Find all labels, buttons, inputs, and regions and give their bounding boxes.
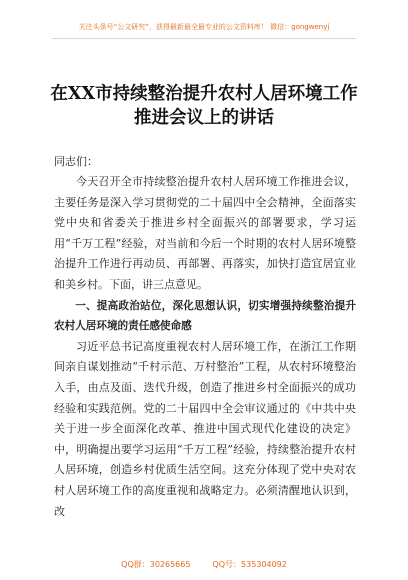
title-line-2: 推进会议上的讲话 xyxy=(134,108,274,128)
footer-qq: QQ号：535304092 xyxy=(212,560,287,569)
header-note: 关注头条号“公文研究”，获得最新最全最专业的公文资料库！ 微信：gongwenyj xyxy=(78,23,330,31)
footer-qq-group: QQ群：30265665 xyxy=(121,560,191,569)
title-line-1: 在XX市持续整治提升农村人居环境工作 xyxy=(50,84,358,104)
header-divider xyxy=(52,38,356,39)
body-text xyxy=(54,172,356,522)
paragraph-intro: 今天召开全市持续整治提升农村人居环境工作推进会议，主要任务是深入学习贯彻党的二十届四中全会精神，全面落实党中央和省委关于推进乡村全面振兴的部署要求，学习运用“千万工程”经验，对当前和今后一个时期的农村人居环境整治提升工作进行再动员、再部署、再落实，加快打造宜居宜业和美乡村。下面，讲三点意见。 xyxy=(54,175,356,291)
document-title xyxy=(0,82,408,130)
footer-note xyxy=(0,559,408,570)
section-heading-1: 一、提高政治站位，深化思想认识，切实增强持续整治提升农村人居环境的责任感使命感 xyxy=(54,299,356,333)
paragraph-section-1: 习近平总书记高度重视农村人居环境工作，在浙江工作期间亲自谋划推动“千村示范、万村整治”工程，从农村环境整治入手，由点及面、迭代升级，创造了推进乡村全面振兴的成功经验和实践范例。党的二十届四中全会审议通过的《中共中央关于进一步全面深化改革、推进中国式现代化建设的决定》中，明确提出要学习运用“千万工程”经验，持续整治提升农村人居环境，创造乡村优质生活空间。这充分体现了党中央对农村人居环境工作的高度重视和战略定力。必须清醒地认识到，改 xyxy=(54,339,356,518)
salutation: 同志们： xyxy=(54,155,98,168)
